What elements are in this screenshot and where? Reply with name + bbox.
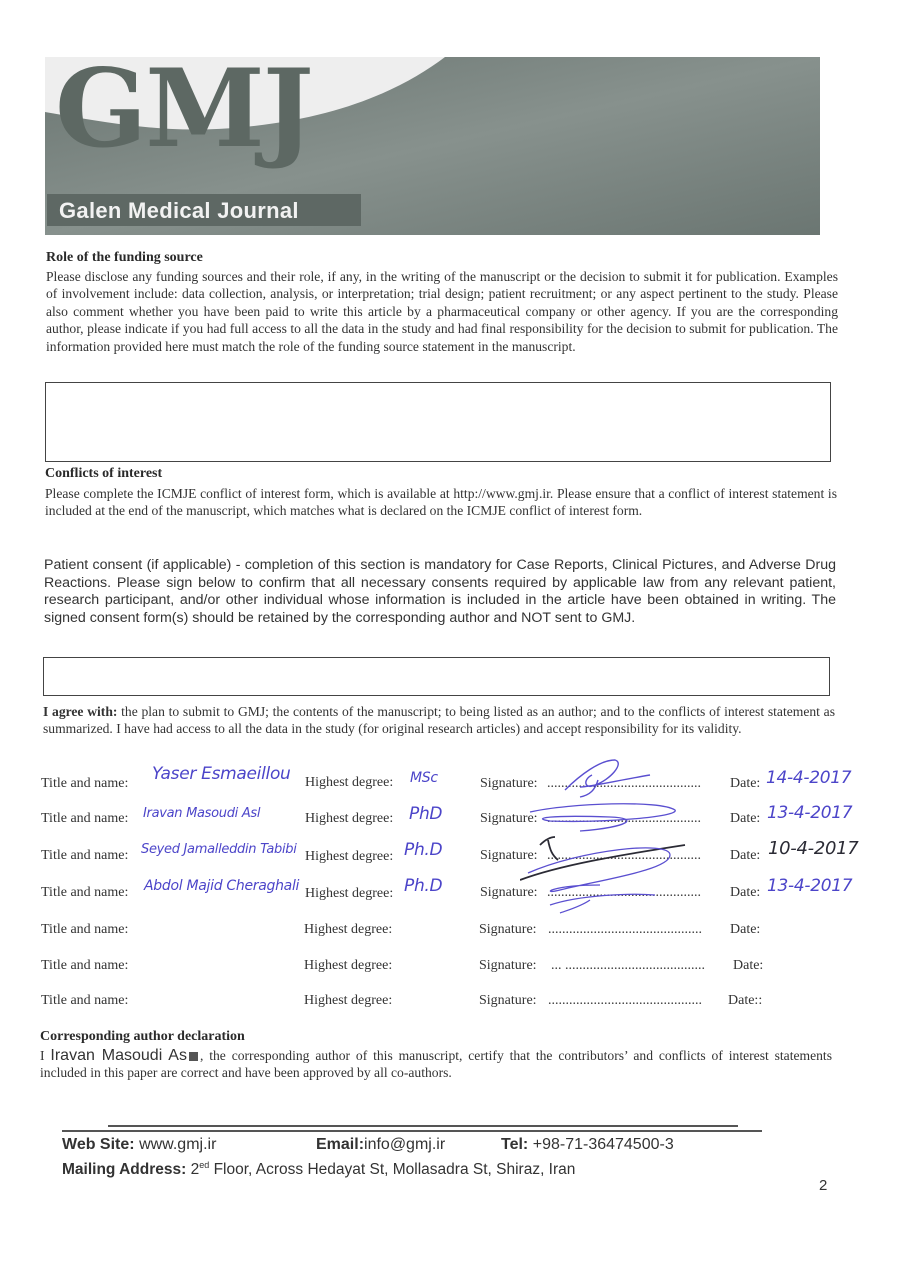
funding-text: Please disclose any funding sources and their role, if any, in the writing of the manuscript or the decision to submit it for publication. Examples of involvement include: data collection, analysis, or interpretation; trial design; patient recruitment; or any aspect pertinent to the study. Please also comment whether you have been paid to write this article by a pharmaceutical company or other agency. If you are the corresponding author, please indicate if you had full access to all the data in the study and had final responsibility for the decision to submit for publication. The information provided here must match the role of the funding source statement in the manuscript. xyxy=(46,269,838,354)
signature-line[interactable]: ............................................ xyxy=(547,776,701,791)
signature-line[interactable]: ... ........................................ xyxy=(551,958,705,973)
tel-number: +98-71-36474500-3 xyxy=(532,1136,674,1153)
declaration-text xyxy=(40,1047,832,1082)
signature-3-ink xyxy=(520,837,685,880)
footer-divider-top xyxy=(108,1125,738,1127)
footer-divider-bottom xyxy=(62,1130,762,1132)
declaration-heading: Corresponding author declaration xyxy=(40,1029,245,1044)
signature-label: Signature: xyxy=(479,958,537,973)
date-label: Date:: xyxy=(728,993,763,1008)
tel-label: Tel: xyxy=(501,1136,529,1153)
title-name-label: Title and name: xyxy=(41,811,129,826)
signature-label: Signature: xyxy=(480,811,538,826)
date-label: Date: xyxy=(730,811,761,826)
cursor-marker-icon xyxy=(189,1052,198,1061)
degree-label: Highest degree: xyxy=(304,993,393,1008)
degree-label: Highest degree: xyxy=(305,775,394,790)
signature-line[interactable]: ............................................ xyxy=(547,848,701,863)
signature-label: Signature: xyxy=(479,922,537,937)
consent-text: Patient consent (if applicable) - completion of this section is mandatory for Case Reports, Clinical Pictures, and Adverse Drug Reactions. Please sign below to confirm that all necessary consents required by applicable law from any relevant patient, research participant, and/or other individual whose information is included in the article have been obtained in writing. The signed consent form(s) should be retained by the corresponding author and NOT sent to GMJ. xyxy=(44,557,836,626)
email-link[interactable]: info@gmj.ir xyxy=(364,1136,446,1153)
journal-subtitle: Galen Medical Journal xyxy=(59,198,299,223)
author-degree[interactable]: MSc xyxy=(410,770,438,786)
website-label: Web Site: xyxy=(62,1136,135,1153)
date-label: Date: xyxy=(730,885,761,900)
author-row xyxy=(40,958,870,988)
degree-label: Highest degree: xyxy=(305,886,394,901)
author-row xyxy=(40,764,870,800)
signature-2 xyxy=(530,804,675,831)
conflicts-heading: Conflicts of interest xyxy=(45,466,163,481)
degree-label: Highest degree: xyxy=(304,922,393,937)
author-name[interactable]: Abdol Majid Cheraghali xyxy=(144,878,300,894)
author-row xyxy=(40,993,870,1023)
author-row xyxy=(40,838,870,875)
author-date[interactable]: 13-4-2017 xyxy=(767,876,853,896)
signature-line[interactable]: ............................................ xyxy=(547,811,701,826)
signature-line[interactable]: ............................................ xyxy=(548,922,702,937)
degree-label: Highest degree: xyxy=(305,849,394,864)
date-label: Date: xyxy=(733,958,764,973)
signature-label: Signature: xyxy=(479,993,537,1008)
funding-heading: Role of the funding source xyxy=(46,250,203,265)
conflicts-text: Please complete the ICMJE conflict of interest form, which is available at http://www.gmj.ir. Please ensure that a conflict of interest statement is included at the end of the manuscript, which matches what is declared on the ICMJE conflict of interest form. xyxy=(45,486,837,519)
signature-3 xyxy=(528,848,670,892)
signature-line[interactable]: ............................................ xyxy=(547,885,701,900)
date-label: Date: xyxy=(730,922,761,937)
journal-logo: GMJ xyxy=(55,57,312,172)
author-degree[interactable]: PhD xyxy=(409,804,443,824)
signature-4 xyxy=(550,894,655,913)
date-label: Date: xyxy=(730,776,761,791)
footer-email xyxy=(316,1136,445,1154)
address-floor: 2 xyxy=(190,1161,200,1179)
author-degree[interactable]: Ph.D xyxy=(404,876,443,896)
degree-label: Highest degree: xyxy=(304,958,393,973)
email-label: Email: xyxy=(316,1136,365,1153)
author-name[interactable]: Seyed Jamalleddin Tabibi xyxy=(141,842,297,857)
address-label: Mailing Address: xyxy=(62,1161,187,1179)
author-degree[interactable]: Ph.D xyxy=(404,840,443,860)
author-date[interactable]: 10-4-2017 xyxy=(768,838,859,859)
author-row xyxy=(40,876,870,912)
signature-label: Signature: xyxy=(480,885,538,900)
title-name-label: Title and name: xyxy=(41,922,129,937)
degree-label: Highest degree: xyxy=(305,811,394,826)
agreement-lead: I agree with: xyxy=(43,704,118,719)
footer-address xyxy=(62,1160,575,1179)
address-sup: ed xyxy=(199,1160,210,1170)
author-row xyxy=(40,803,870,838)
agreement-body: the plan to submit to GMJ; the contents of the manuscript; to being listed as an author; and to the conflicts of interest statement as summarized. I have had access to all the data in the study (for original research articles) and accept responsibility for its validity. xyxy=(43,704,835,737)
footer-tel xyxy=(501,1136,674,1154)
address-text: Floor, Across Hedayat St, Mollasadra St, Shiraz, Iran xyxy=(209,1161,576,1179)
title-name-label: Title and name: xyxy=(41,885,129,900)
consent-field[interactable] xyxy=(43,657,830,696)
title-name-label: Title and name: xyxy=(41,848,129,863)
title-name-label: Title and name: xyxy=(41,993,129,1008)
author-name[interactable]: Iravan Masoudi Asl xyxy=(143,806,261,821)
journal-banner xyxy=(45,57,820,235)
corresponding-author-name[interactable]: Iravan Masoudi As xyxy=(50,1047,187,1064)
author-date[interactable]: 13-4-2017 xyxy=(767,803,853,823)
funding-field[interactable] xyxy=(45,382,831,462)
page-number: 2 xyxy=(819,1177,828,1194)
signature-scribbles xyxy=(520,755,700,915)
website-link[interactable]: www.gmj.ir xyxy=(139,1136,217,1153)
declaration-prefix: I xyxy=(40,1048,45,1063)
title-name-label: Title and name: xyxy=(41,776,129,791)
date-label: Date: xyxy=(730,848,761,863)
signature-label: Signature: xyxy=(480,848,538,863)
signature-line[interactable]: ............................................ xyxy=(548,993,702,1008)
title-name-label: Title and name: xyxy=(41,958,129,973)
author-name[interactable]: Yaser Esmaeillou xyxy=(152,764,291,784)
declaration-body: , the corresponding author of this manuscript, certify that the contributors’ and conflicts of interest statements included in this paper are correct and have been approved by all co-authors. xyxy=(40,1048,832,1081)
author-date[interactable]: 14-4-2017 xyxy=(766,768,852,788)
agreement-text xyxy=(43,703,835,738)
signature-label: Signature: xyxy=(480,776,538,791)
signature-1 xyxy=(565,760,650,797)
author-row xyxy=(40,922,870,952)
footer-contact xyxy=(62,1136,216,1154)
